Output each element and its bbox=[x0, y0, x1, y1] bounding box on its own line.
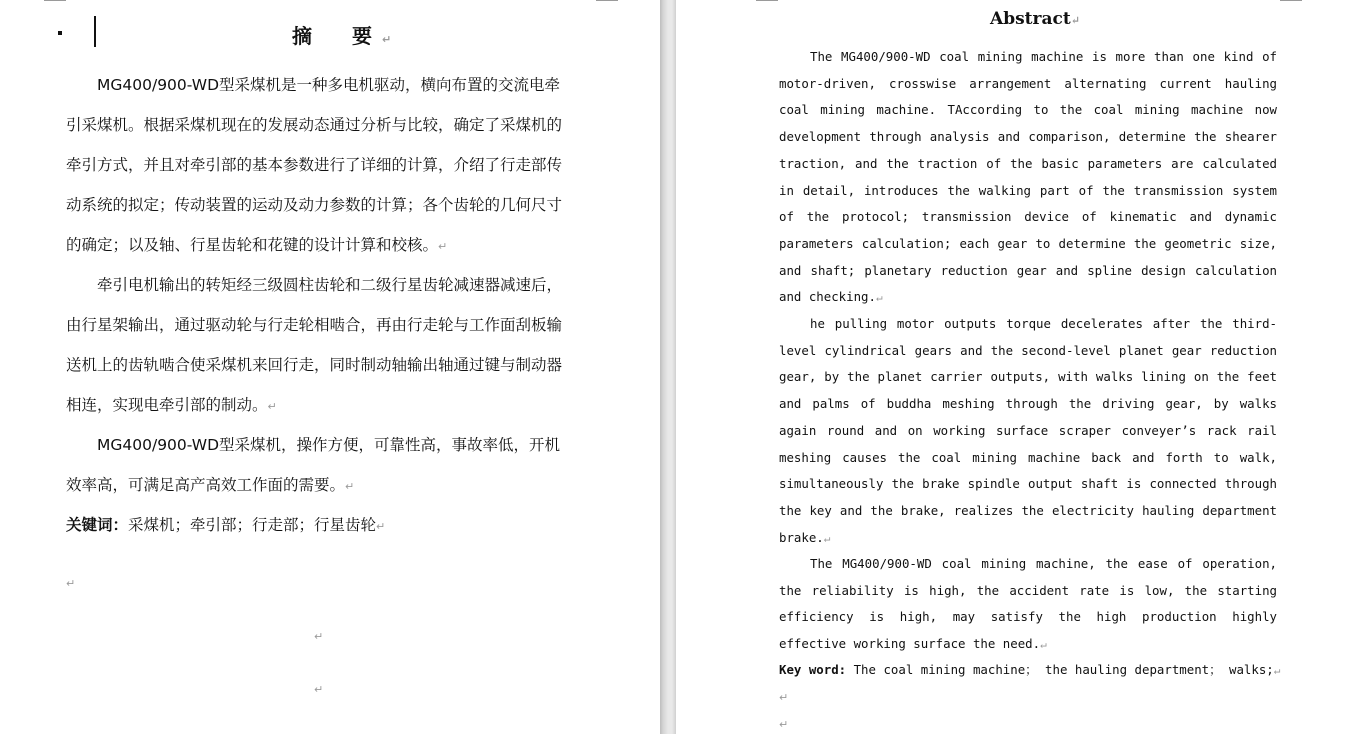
chinese-paragraph-1 bbox=[66, 65, 572, 267]
english-paragraph-2 bbox=[779, 311, 1277, 552]
paragraph-mark: ↵ bbox=[382, 33, 402, 46]
paragraph-mark: ↵ bbox=[823, 531, 831, 545]
english-paragraph-3 bbox=[779, 551, 1277, 659]
paragraph-text: 牵引电机输出的转矩经三级圆柱齿轮和二级行星齿轮减速器减速后，由行星架输出，通过驱动轮与行走轮相啮合，再由行走轮与工作面刮板输送机上的齿轨啮合使采煤机来回行走，同时制动轴输出轴通过键与制动器相连，实现电牵引部的制动。 bbox=[66, 276, 563, 414]
page-corner-mark bbox=[44, 0, 66, 1]
paragraph-text: MG400/900-WD型采煤机是一种多电机驱动，横向布置的交流电牵引采煤机。根据采煤机现在的发展动态通过分析与比较，确定了采煤机的牵引方式，并且对牵引部的基本参数进行了详细的计算，介绍了行走部传动系统的拟定；传动装置的运动及动力参数的计算；各个齿轮的几何尺寸的确定；以及轴、行星齿轮和花键的设计计算和校核。 bbox=[66, 76, 563, 254]
title-text: 摘 要 bbox=[292, 24, 382, 48]
empty-paragraph-mark: ↵ bbox=[779, 718, 789, 731]
paragraph-mark: ↵ bbox=[438, 240, 448, 253]
empty-paragraph-mark: ↵ bbox=[779, 691, 789, 704]
chinese-paragraph-2 bbox=[66, 265, 572, 427]
page-corner-mark bbox=[596, 0, 618, 1]
title-text: Abstract bbox=[990, 9, 1071, 29]
page-gutter bbox=[660, 0, 676, 734]
english-abstract-title bbox=[990, 9, 1080, 29]
page-corner-mark bbox=[756, 0, 778, 1]
empty-paragraph-mark: ↵ bbox=[66, 577, 76, 590]
paragraph-mark: ↵ bbox=[1040, 638, 1047, 652]
paragraph-text: The MG400/900-WD coal mining machine, the ease of operation, the reliability is high, the accident rate is low, the starting efficiency is high, may satisfy the high production highly effective working surface the need. bbox=[779, 556, 1277, 652]
keywords-text: 采煤机；牵引部；行走部；行星齿轮 bbox=[128, 516, 377, 534]
keywords-label: 关键词： bbox=[66, 516, 129, 534]
paragraph-mark: ↵ bbox=[376, 520, 386, 533]
keywords-text: The coal mining machine； the hauling department； walks; bbox=[846, 662, 1274, 677]
chinese-abstract-page bbox=[0, 0, 660, 734]
paragraph-mark: ↵ bbox=[1070, 14, 1080, 27]
keywords-label: Key word: bbox=[779, 662, 847, 677]
paragraph-mark: ↵ bbox=[345, 480, 355, 493]
paragraph-text: The MG400/900-WD coal mining machine is more than one kind of motor-driven, crosswise arrangement alternating current hauling coal mining machine. TAccording to the coal mining machine now development through analysis and comparison, determine the shearer traction, and the traction of the basic parameters are calculated in detail, introduces the walking part of the transmission system of the protocol; transmission device of kinematic and dynamic parameters calculation; each gear to determine the geometric size, and shaft; planetary reduction gear and spline design calculation and checking. bbox=[779, 49, 1277, 305]
chinese-paragraph-3 bbox=[66, 425, 572, 507]
text-cursor bbox=[94, 16, 96, 47]
english-keywords bbox=[779, 657, 1299, 685]
chinese-keywords bbox=[66, 505, 385, 547]
paragraph-text: he pulling motor outputs torque decelerates after the third-level cylindrical gears and the second-level planet gear reduction gear, by the planet carrier outputs, with walks lining on the feet and palms of buddha meshing through the driving gear, by walks again round and on working surface scraper conveyer’s rack rail meshing causes the coal mining machine back and forth to walk, simultaneously the brake spindle output shaft is connected through the key and the brake, realizes the electricity hauling department brake. bbox=[779, 316, 1277, 545]
paragraph-text: MG400/900-WD型采煤机，操作方便，可靠性高，事故率低，开机效率高，可满足高产高效工作面的需要。 bbox=[66, 436, 561, 494]
paragraph-mark: ↵ bbox=[1273, 664, 1281, 677]
page-corner-mark bbox=[1280, 0, 1302, 1]
paragraph-mark: ↵ bbox=[267, 400, 277, 413]
empty-paragraph-mark: ↵ bbox=[314, 630, 324, 643]
english-paragraph-1 bbox=[779, 44, 1277, 312]
paragraph-mark: ↵ bbox=[875, 291, 883, 305]
selection-bullet bbox=[58, 31, 62, 35]
chinese-abstract-title bbox=[292, 20, 401, 49]
empty-paragraph-mark: ↵ bbox=[314, 683, 324, 696]
